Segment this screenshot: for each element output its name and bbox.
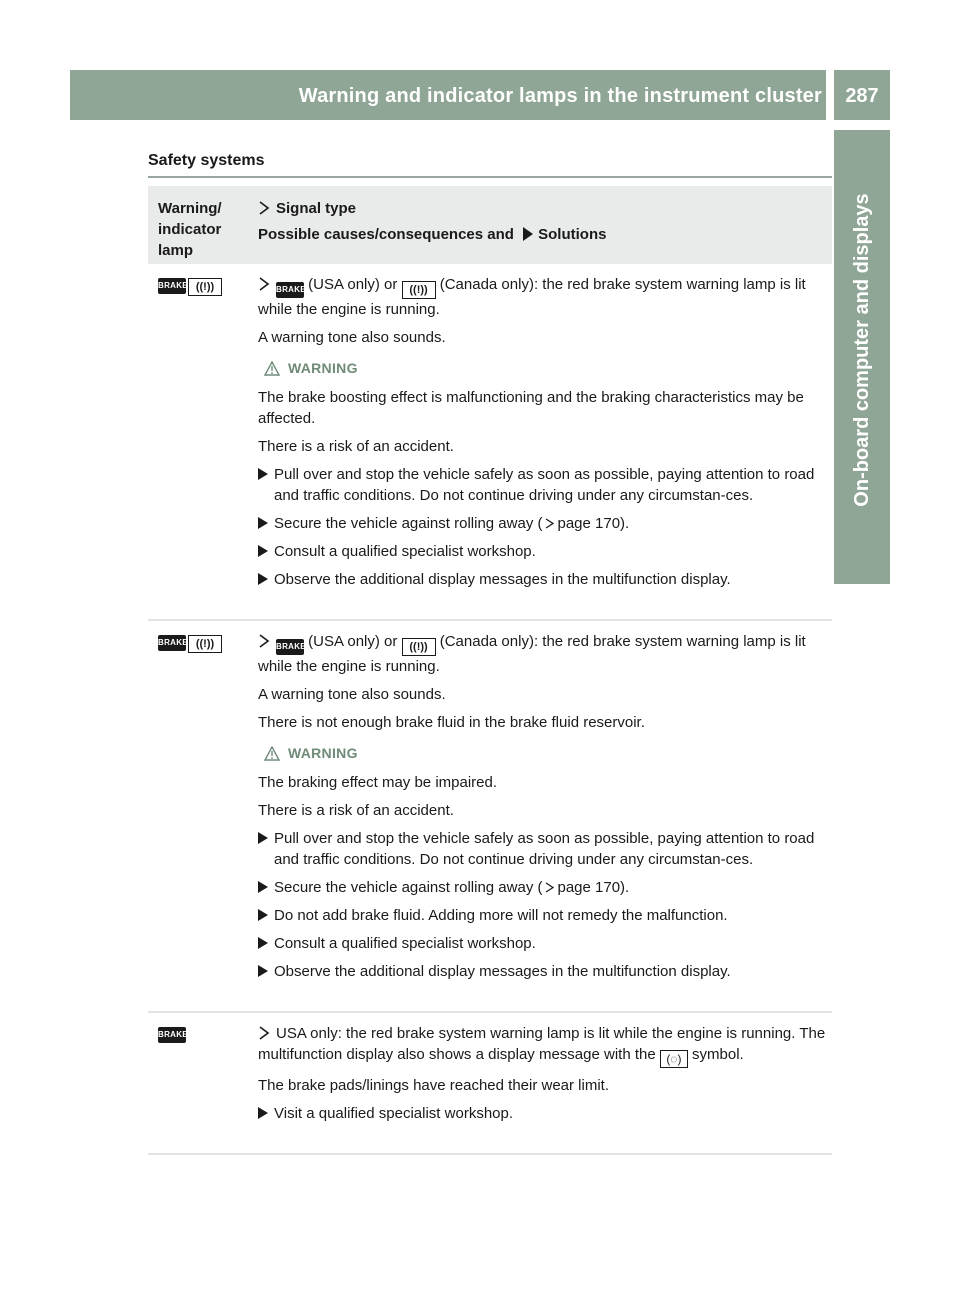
signal-type-icon (258, 277, 270, 291)
warning-heading: WARNING (258, 743, 832, 764)
brake-circle-icon: ((!)) (402, 281, 436, 299)
signal-type-icon (258, 201, 270, 215)
page-reference-link[interactable]: page 170). (557, 879, 630, 896)
table-row (148, 264, 832, 621)
tone-text: A warning tone also sounds. (258, 329, 446, 346)
signal-type-icon (258, 1026, 270, 1040)
brake-warning-icon: BRAKE (158, 1027, 186, 1043)
lamp-icons (158, 635, 222, 653)
signal-description: USA only: the red brake system warning lamp is lit while the engine is running. The multifunction display also shows a display message with the (◌) symbol. (258, 1025, 826, 1066)
solution-step: Pull over and stop the vehicle safely as soon as possible, paying attention to road and traffic conditions. Do not continue driving under any circumstan-ces. (258, 464, 832, 506)
warning-triangle-icon (264, 746, 280, 761)
step-arrow-icon (258, 937, 268, 949)
cause-text: The brake pads/linings have reached their wear limit. (258, 1077, 610, 1094)
step-arrow-icon (258, 517, 268, 529)
signal-description: BRAKE (USA only) or ((!)) (Canada only): the red brake system warning lamp is lit while the engine is running. (258, 633, 806, 675)
page-header-title: Warning and indicator lamps in the instrument cluster (298, 85, 822, 107)
lamp-icons (158, 278, 222, 296)
side-tab-label: On-board computer and displays (851, 193, 873, 507)
solution-step: Secure the vehicle against rolling away ( page 170). (258, 513, 832, 534)
signal-type-icon (258, 634, 270, 648)
header-causes: Possible causes/consequences and (258, 226, 514, 243)
solution-step: Visit a qualified specialist workshop. (258, 1103, 832, 1124)
column-header-lamp: Warning/ indicator lamp (158, 200, 222, 259)
brake-warning-icon: BRAKE (158, 635, 186, 651)
page-reference-link[interactable]: page 170). (557, 515, 630, 532)
solution-arrow-icon (522, 227, 534, 241)
step-arrow-icon (258, 573, 268, 585)
table-row (148, 1013, 832, 1155)
step-arrow-icon (258, 965, 268, 977)
row-content (258, 1013, 832, 1153)
table-header (148, 186, 832, 264)
step-arrow-icon (258, 909, 268, 921)
header-solutions: Solutions (538, 226, 607, 243)
brake-pad-wear-icon: (◌) (660, 1050, 688, 1068)
signal-description: BRAKE (USA only) or ((!)) (Canada only): the red brake system warning lamp is lit while the engine is running. (258, 276, 806, 318)
column-header-signal (258, 196, 828, 248)
warning-triangle-icon (264, 361, 280, 376)
warning-text: The brake boosting effect is malfunctioning and the braking characteristics may be affected. (258, 389, 804, 427)
page-reference-icon (545, 518, 554, 529)
warning-heading: WARNING (258, 358, 832, 379)
solution-step: Observe the additional display messages in the multifunction display. (258, 961, 832, 982)
page-reference-icon (545, 882, 554, 893)
step-arrow-icon (258, 881, 268, 893)
step-arrow-icon (258, 545, 268, 557)
solution-step: Pull over and stop the vehicle safely as soon as possible, paying attention to road and traffic conditions. Do not continue driving under any circumstan-ces. (258, 828, 832, 870)
cause-text: There is not enough brake fluid in the brake fluid reservoir. (258, 714, 645, 731)
step-arrow-icon (258, 832, 268, 844)
section-title-rule (148, 176, 832, 178)
solution-step: Do not add brake fluid. Adding more will not remedy the malfunction. (258, 905, 832, 926)
brake-warning-icon: BRAKE (276, 639, 304, 655)
section-title: Safety systems (148, 152, 265, 169)
brake-circle-icon: ((!)) (402, 638, 436, 656)
page-number: 287 (834, 70, 890, 120)
step-arrow-icon (258, 1107, 268, 1119)
lamp-icons (158, 1027, 186, 1043)
row-content (258, 264, 832, 619)
side-tab-marker (834, 530, 890, 584)
solution-step: Secure the vehicle against rolling away ( page 170). (258, 877, 832, 898)
solution-step: Observe the additional display messages in the multifunction display. (258, 569, 832, 590)
solution-step: Consult a qualified specialist workshop. (258, 541, 832, 562)
warning-text: The braking effect may be impaired. (258, 774, 498, 791)
warning-text: There is a risk of an accident. (258, 438, 454, 455)
lamp-table (148, 186, 832, 1155)
table-row (148, 621, 832, 1013)
row-content (258, 621, 832, 1011)
brake-warning-icon: BRAKE (276, 282, 304, 298)
header-signal-type: Signal type (276, 200, 357, 217)
brake-warning-icon: BRAKE (158, 278, 186, 294)
step-arrow-icon (258, 468, 268, 480)
warning-text: There is a risk of an accident. (258, 802, 454, 819)
brake-circle-icon: ((!)) (188, 635, 222, 653)
tone-text: A warning tone also sounds. (258, 686, 446, 703)
brake-circle-icon: ((!)) (188, 278, 222, 296)
solution-step: Consult a qualified specialist workshop. (258, 933, 832, 954)
